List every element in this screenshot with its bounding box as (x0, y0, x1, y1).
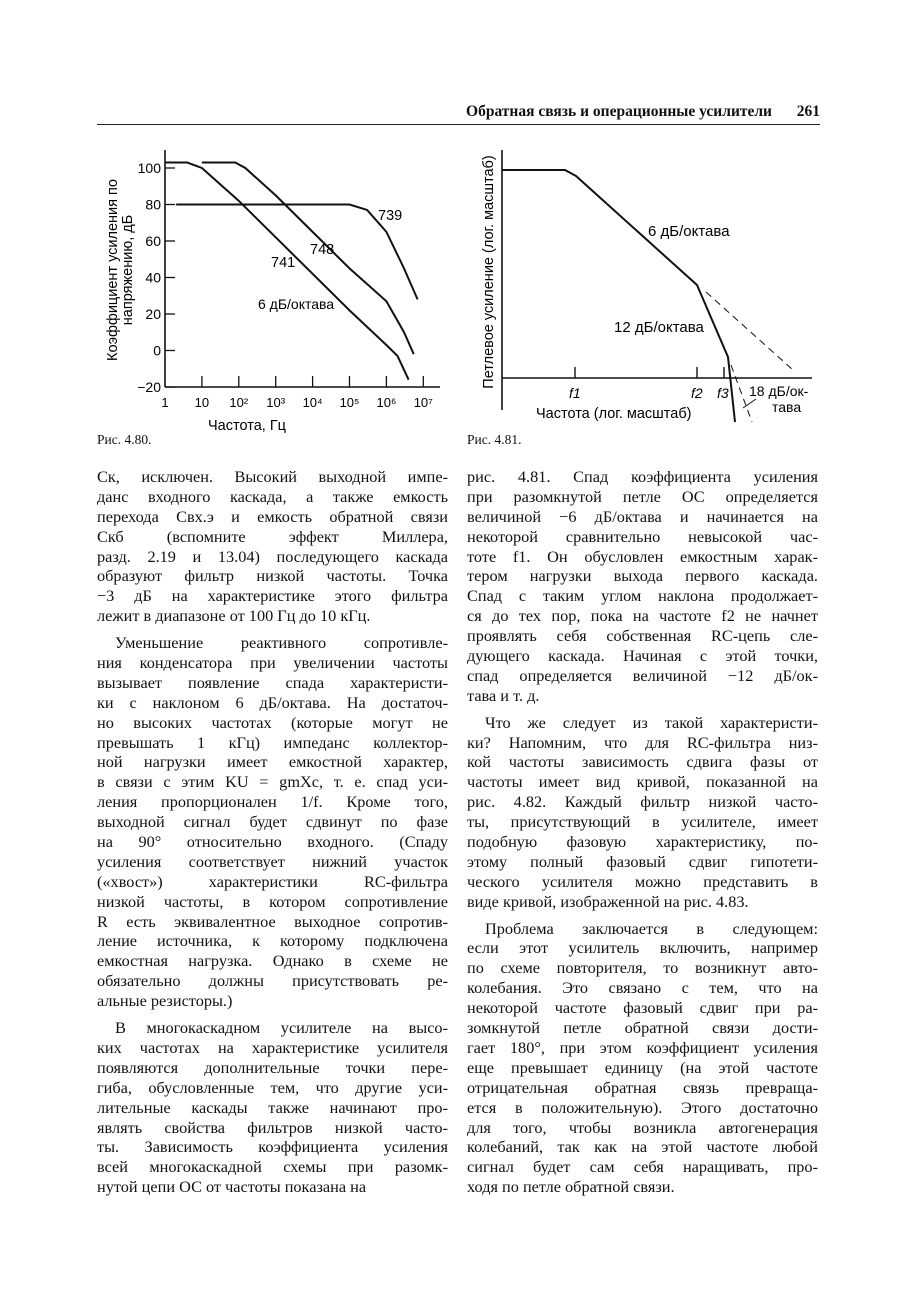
text-line: превышать 1 кГц) импеданс коллектор- (97, 732, 448, 752)
label-f2: f2 (691, 385, 703, 401)
text-line: гиба, обусловленные тем, что другие уси- (97, 1077, 448, 1097)
slope-12db-label: 12 дБ/октава (614, 319, 704, 336)
text-line: Уменьшение реактивного сопротивле- (115, 633, 448, 653)
y-axis-label: Петлевое усиление (лог. масштаб) (481, 155, 497, 389)
text-line: Проблема заключается в следующем: (485, 918, 818, 938)
running-header (97, 102, 820, 125)
x-tick-label: 1 (161, 395, 169, 410)
text-line: частоты имеет вид кривой, показанной на (467, 772, 818, 792)
text-line: выходной сигнал будет сдвинут по фазе (97, 812, 448, 832)
curve-label-741: 741 (271, 255, 296, 271)
text-line: нутой цепи ОС от частоты показана на (97, 1177, 367, 1197)
text-line: некоторой частоте фазовый сдвиг при ра- (467, 998, 818, 1018)
text-line: лительные каскады также начинают про- (97, 1097, 448, 1117)
series-line-741 (165, 163, 409, 380)
page-number: 261 (796, 103, 820, 120)
slope-18db-label-2: тава (772, 399, 802, 415)
text-line: образуют фильтр низкой частоты. Точка (97, 566, 448, 586)
curve-label-748: 748 (310, 242, 335, 258)
text-line: отрицательная обратная связь превраща- (467, 1077, 818, 1097)
text-line: появляются дополнительные точки пере- (97, 1057, 448, 1077)
slope-label: 6 дБ/октава (258, 296, 335, 312)
y-tick-label: 0 (153, 342, 161, 359)
label-f3: f3 (717, 385, 729, 401)
text-line: величиной −6 дБ/октава и начинается на (467, 506, 818, 526)
text-line: колебаний, так как на этой частоте любой (467, 1137, 818, 1157)
left-text-column (97, 467, 448, 1204)
text-line: ты, присутствующий в усилителе, имеет (467, 812, 818, 832)
text-line: Cк, исключен. Высокий выходной импе- (97, 467, 448, 486)
text-line: тоте f1. Он обусловлен емкостным харак- (467, 546, 818, 566)
text-line: вызывает появление спада характеристи- (97, 672, 448, 692)
text-line: рис. 4.81. Спад коэффициента усиления (467, 467, 818, 486)
text-line: ки? Напомним, что для RC-фильтра низ- (467, 732, 818, 752)
text-line: при разомкнутой петле ОС определяется (467, 486, 818, 506)
curve-label-739: 739 (378, 208, 403, 224)
text-line: обязательно должны присутствовать ре- (97, 971, 448, 991)
paragraph (467, 919, 818, 1197)
figure-4-80-chart (105, 150, 440, 434)
slope-6db-label: 6 дБ/октава (648, 223, 730, 240)
text-line: данс входного каскада, а также емкость (97, 486, 448, 506)
text-line: всей многокаскадной схемы при разомк- (97, 1157, 448, 1177)
text-line: спад определяется величиной −12 дБ/ок- (467, 665, 818, 685)
text-line: дующего каскада. Начиная с этой точки, (467, 646, 818, 666)
y-tick-label: −20 (137, 379, 161, 395)
text-line: если этот усилитель включить, например (467, 938, 818, 958)
text-line: колебания. Это связано с тем, что на (467, 978, 818, 998)
text-line: R есть эквивалентное выходное сопротив- (97, 911, 448, 931)
paragraph (467, 713, 818, 912)
text-line: ходя по петле обратной связи. (467, 1177, 675, 1197)
figures (0, 140, 914, 440)
text-line: гает 180°, при этом коэффициент усиления (467, 1037, 818, 1057)
y-tick-label: 40 (145, 269, 161, 286)
text-line: перехода Cвх.э и емкость обратной связи (97, 506, 448, 526)
text-line: по схеме повторителя, то возникнут авто- (467, 958, 818, 978)
text-line: разд. 2.19 и 13.04) последующего каскада (97, 546, 448, 566)
text-line: Cкб (вспомните эффект Миллера, (97, 526, 448, 546)
figure-4-80-caption: Рис. 4.80. (97, 432, 152, 447)
paragraph (467, 467, 818, 706)
text-line: этому полный фазовый сдвиг гипотети- (467, 851, 818, 871)
x-tick-label: 10⁶ (376, 395, 397, 410)
text-line: на 90° относительно входного. (Спаду (97, 832, 448, 852)
text-line: кой частоты зависимость сдвига фазы от (467, 752, 818, 772)
text-line: («хвост») характеристики RC-фильтра (97, 871, 448, 891)
right-text-column (467, 467, 818, 1204)
y-tick-label: 80 (145, 196, 161, 213)
text-line: ты. Зависимость коэффициента усиления (97, 1137, 448, 1157)
text-line: ся до тех пор, пока на частоте f2 не начнет (467, 606, 818, 626)
text-line: емкостная нагрузка. Однако в схеме не (97, 951, 448, 971)
figure-4-81-caption: Рис. 4.81. (467, 432, 522, 447)
x-tick-label: 10² (229, 395, 249, 410)
text-line: проявлять себя собственная RC-цепь сле- (467, 626, 818, 646)
x-tick-label: 10 (194, 395, 210, 410)
text-line: Что же следует из такой характеристи- (485, 712, 818, 732)
text-line: рис. 4.82. Каждый фильтр низкой часто- (467, 792, 818, 812)
text-line: являть свойства фильтров низкой часто- (97, 1117, 448, 1137)
text-line: ления пропорционален 1/f. Кроме того, (97, 792, 448, 812)
y-axis-label-line-2: напряжению, дБ (120, 214, 136, 326)
text-line: еще превышает единицу (на этой частоте (467, 1057, 818, 1077)
paragraph (97, 1018, 448, 1197)
y-tick-label: 100 (137, 160, 161, 176)
text-line: некоторой сравнительно невысокой час- (467, 526, 818, 546)
text-line: −3 дБ на характеристике этого фильтра (97, 586, 448, 606)
text-line: подобную фазовую характеристику, по- (467, 832, 818, 852)
text-line: ки с наклоном 6 дБ/октава. На достаточ- (97, 692, 448, 712)
running-header-title: Обратная связь и операционные усилители (466, 103, 772, 120)
text-line: ния конденсатора при увеличении частоты (97, 653, 448, 673)
text-line: зомкнутой петле обратной связи дости- (467, 1018, 818, 1038)
slope-18db-label-1: 18 дБ/ок- (749, 383, 809, 399)
paragraph (97, 633, 448, 1011)
series-line-748 (202, 163, 414, 355)
text-line: альные резисторы.) (97, 991, 233, 1011)
text-line: низкой частоты, в котором сопротивление (97, 891, 448, 911)
x-axis-label: Частота (лог. масштаб) (536, 406, 692, 422)
text-line: ной нагрузки имеет емкостной характер, (97, 752, 448, 772)
text-line: лежит в диапазоне от 100 Гц до 10 кГц. (97, 606, 371, 626)
y-tick-label: 60 (145, 233, 161, 249)
text-line: в связи с этим KU = gmXc, т. е. спад уси- (97, 772, 448, 792)
text-line: ление источника, к которому подключена (97, 931, 448, 951)
text-line: В многокаскадном усилителе на высо- (115, 1018, 448, 1038)
text-line: для того, чтобы возникла автогенерация (467, 1117, 818, 1137)
text-line: тава и т. д. (467, 685, 540, 705)
x-axis-label: Частота, Гц (208, 418, 286, 434)
label-f1: f1 (569, 385, 581, 401)
text-line: тером нагрузки выхода первого каскада. (467, 566, 818, 586)
y-tick-label: 20 (145, 306, 161, 322)
paragraph (97, 467, 448, 626)
text-line: ких частотах на характеристике усилителя (97, 1037, 448, 1057)
text-line: ется в положительную). Этого достаточно (467, 1097, 818, 1117)
text-line: Спад с таким углом наклона продолжает- (467, 586, 818, 606)
text-line: ческого усилителя можно представить в (467, 871, 818, 891)
extrapolation-6db-dashed (706, 292, 793, 370)
text-line: виде кривой, изображенной на рис. 4.83. (467, 891, 749, 911)
text-line: но высоких частотах (которые могут не (97, 712, 448, 732)
text-line: усиления соответствует нижний участок (97, 851, 448, 871)
x-tick-label: 10⁷ (413, 395, 433, 410)
x-tick-label: 10³ (266, 395, 286, 410)
text-line: сигнал будет сам себя наращивать, про- (467, 1157, 818, 1177)
x-tick-label: 10⁵ (339, 395, 360, 410)
y-axis-label-line-1: Коэффициент усиления по (105, 179, 121, 361)
x-tick-label: 10⁴ (302, 395, 323, 410)
figure-4-81-diagram (481, 150, 812, 422)
